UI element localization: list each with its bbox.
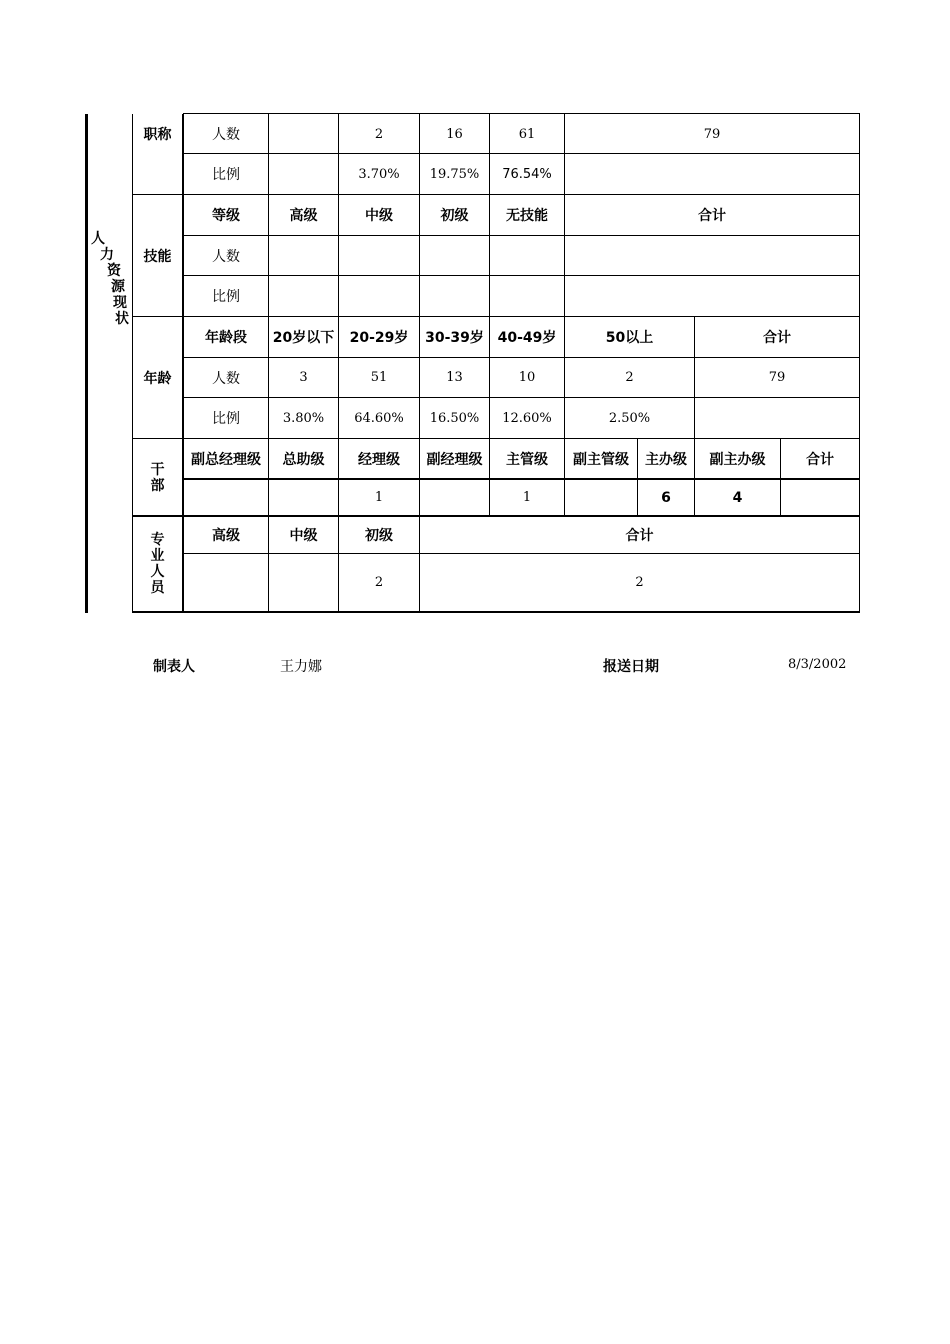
table-cell: 51 <box>370 370 388 385</box>
date-label: 报送日期 <box>603 659 659 675</box>
table-cell-total: 2 <box>635 575 644 590</box>
table-cell <box>269 114 338 154</box>
side-label-char: 现 <box>113 295 127 311</box>
cadre-label-char: 干 <box>150 461 165 478</box>
maker-label: 制表人 <box>153 659 195 675</box>
skill-count-label: 人数 <box>212 248 240 265</box>
pro-label-char: 员 <box>150 580 165 596</box>
table-cell: 61 <box>518 126 536 142</box>
side-label-char: 源 <box>111 279 125 295</box>
table-cell <box>420 480 489 515</box>
age-ratio-label: 比例 <box>212 411 240 427</box>
column-header: 30-39岁 <box>425 330 484 346</box>
column-header: 合计 <box>763 330 791 346</box>
column-header: 主办级 <box>645 452 687 468</box>
table-cell <box>184 480 268 515</box>
table-cell: 10 <box>518 370 536 385</box>
title-ratio-label: 比例 <box>212 167 240 183</box>
title-section-label: 职称 <box>143 127 172 143</box>
column-header: 主管级 <box>506 452 548 468</box>
side-label-char: 力 <box>100 247 114 263</box>
column-header: 经理级 <box>358 452 400 468</box>
column-header: 40-49岁 <box>497 330 557 346</box>
table-cell-total <box>695 398 859 438</box>
table-cell <box>184 554 268 611</box>
column-header: 初级 <box>440 208 469 224</box>
column-header: 合计 <box>806 452 834 468</box>
column-header: 合计 <box>698 208 726 224</box>
age-count-label: 人数 <box>212 370 240 387</box>
column-header: 高级 <box>212 528 240 544</box>
table-cell <box>269 154 338 194</box>
table-cell: 1 <box>374 490 384 505</box>
column-header: 等级 <box>212 208 240 224</box>
column-header: 20岁以下 <box>272 330 335 346</box>
table-cell-total <box>565 154 859 194</box>
table-cell-total <box>781 480 859 515</box>
column-header: 无技能 <box>506 208 548 224</box>
column-header: 中级 <box>289 528 318 544</box>
table-cell: 16.50% <box>429 410 480 426</box>
table-cell: 76.54% <box>502 166 552 182</box>
table-cell: 13 <box>446 370 463 385</box>
table-cell-total: 79 <box>703 126 721 142</box>
cadre-label-char: 部 <box>150 477 165 494</box>
maker-name: 王力娜 <box>280 659 322 675</box>
column-header: 年龄段 <box>205 330 247 346</box>
table-cell: 2.50% <box>608 410 651 426</box>
column-header: 合计 <box>625 528 654 544</box>
date-value: 8/3/2002 <box>788 657 847 672</box>
table-cell: 2 <box>374 575 384 590</box>
table-cell: 1 <box>522 490 532 505</box>
title-count-label: 人数 <box>212 127 240 143</box>
table-cell: 16 <box>446 126 463 142</box>
side-label-char: 资 <box>107 263 121 279</box>
column-header: 中级 <box>365 208 393 224</box>
table-cell: 19.75% <box>429 166 480 182</box>
table-cell: 3.70% <box>358 166 400 182</box>
column-header: 50以上 <box>605 330 654 346</box>
table-cell <box>269 480 338 515</box>
column-header: 副主办级 <box>709 452 766 468</box>
table-cell: 4 <box>732 489 743 506</box>
skill-ratio-label: 比例 <box>212 289 240 305</box>
table-cell: 12.60% <box>502 410 552 426</box>
age-section-label: 年龄 <box>143 370 172 387</box>
pro-label-char: 人 <box>150 564 165 580</box>
table-cell: 6 <box>661 489 671 506</box>
table-cell <box>565 480 637 515</box>
side-label-char: 人 <box>91 231 105 247</box>
table-cell: 64.60% <box>354 410 404 426</box>
column-header: 总助级 <box>282 452 325 468</box>
column-header: 初级 <box>365 528 393 544</box>
table-cell <box>269 554 338 611</box>
column-header: 高级 <box>289 208 318 224</box>
column-header: 副主管级 <box>573 452 629 468</box>
column-header: 20-29岁 <box>349 330 409 346</box>
table-cell: 3.80% <box>282 410 325 426</box>
table-cell-total: 79 <box>768 370 786 385</box>
pro-label-char: 业 <box>150 548 165 564</box>
column-header: 副总经理级 <box>191 452 261 468</box>
table-cell: 3 <box>299 370 308 385</box>
side-label-char: 状 <box>115 311 129 327</box>
table-cell: 2 <box>625 370 634 385</box>
pro-label-char: 专 <box>150 532 165 548</box>
table-cell: 2 <box>374 126 384 142</box>
skill-section-label: 技能 <box>143 248 172 265</box>
cadre-section-label <box>133 439 182 516</box>
pro-section-label <box>133 517 182 611</box>
column-header: 副经理级 <box>426 452 483 468</box>
